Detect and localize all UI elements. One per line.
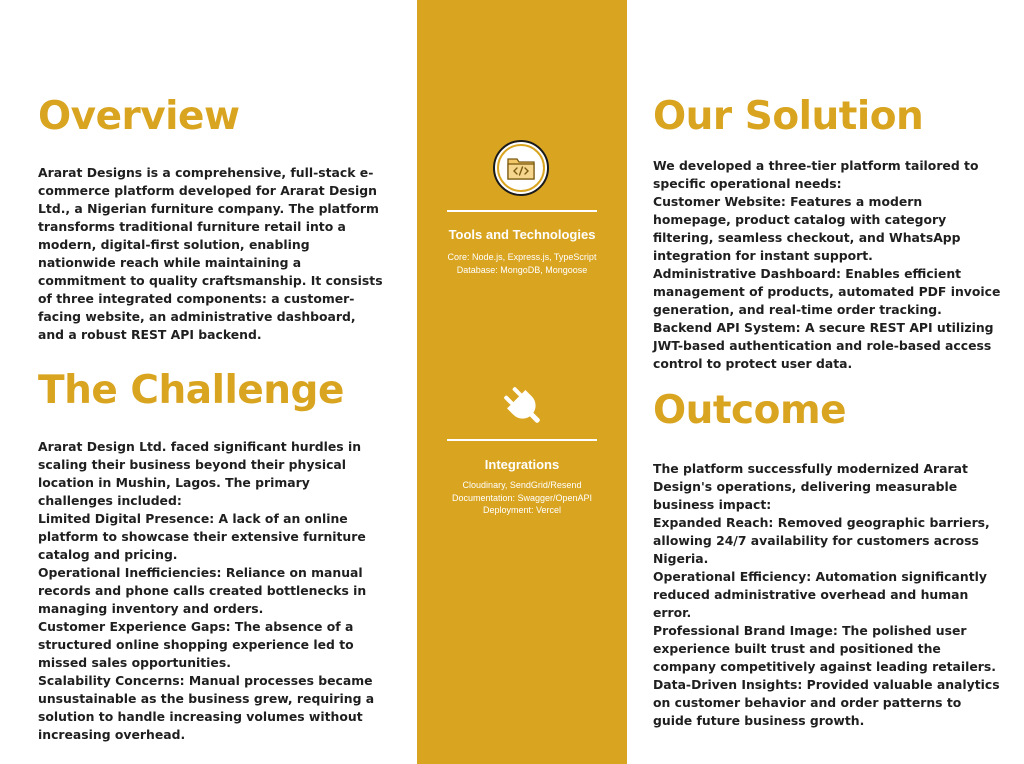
tools-heading: Tools and Technologies xyxy=(448,227,596,242)
integrations-heading: Integrations xyxy=(484,457,560,472)
outcome-title: Outcome xyxy=(653,388,847,433)
integrations-item: Documentation: Swagger/OpenAPI xyxy=(451,492,593,503)
tools-list xyxy=(417,251,627,276)
challenge-title: The Challenge xyxy=(38,368,344,413)
outcome-item: Expanded Reach: Removed geographic barriers, allowing 24/7 availability for customers across Nigeria. xyxy=(653,515,990,566)
overview-body xyxy=(38,164,383,344)
integrations-item: Cloudinary, SendGrid/Resend xyxy=(462,480,582,490)
challenge-item: Operational Inefficiencies: Reliance on manual records and phone calls created bottlenecks in managing inventory and orders. xyxy=(38,565,367,616)
challenge-item: Customer Experience Gaps: The absence of a structured online shopping experience led to missed sales opportunities. xyxy=(38,619,354,670)
integrations-item: Deployment: Vercel xyxy=(482,505,562,515)
solution-item: Administrative Dashboard: Enables efficient management of products, automated PDF invoice generation, and real-time order tracking. xyxy=(653,266,1001,317)
overview-title: Overview xyxy=(38,94,240,139)
tools-item: Database: MongoDB, Mongoose xyxy=(456,264,588,275)
plug-icon xyxy=(502,383,546,431)
outcome-intro: The platform successfully modernized Ararat Design's operations, delivering measurable business impact: xyxy=(653,461,968,512)
overview-paragraph: Ararat Designs is a comprehensive, full-stack e-commerce platform developed for Ararat Design Ltd., a Nigerian furniture company. The platform transforms traditional furniture retail into a modern, digital-first solution, enabling nationwide reach while maintaining a commitment to quality craftsmanship. It consists of three integrated components: a customer-facing website, an administrative dashboard, and a robust REST API backend. xyxy=(38,165,383,342)
solution-item: Customer Website: Features a modern homepage, product catalog with category filtering, seamless checkout, and WhatsApp integration for instant support. xyxy=(653,194,961,263)
solution-intro: We developed a three-tier platform tailored to specific operational needs: xyxy=(653,158,979,191)
challenge-item: Scalability Concerns: Manual processes became unsustainable as the business grew, requiring a solution to handle increasing volumes without increasing overhead. xyxy=(38,673,375,742)
divider xyxy=(447,439,597,441)
outcome-item: Professional Brand Image: The polished user experience built trust and positioned the company competitively against leading retailers. xyxy=(653,623,997,674)
solution-item: Backend API System: A secure REST API utilizing JWT-based authentication and role-based access control to protect user data. xyxy=(653,320,994,371)
outcome-item: Operational Efficiency: Automation significantly reduced administrative overhead and human error. xyxy=(653,569,987,620)
outcome-body xyxy=(653,460,1003,730)
challenge-body xyxy=(38,438,383,744)
tools-band xyxy=(417,0,627,764)
tools-item: Core: Node.js, Express.js, TypeScript xyxy=(447,252,597,262)
outcome-item: Data-Driven Insights: Provided valuable analytics on customer behavior and order patterns to guide future business growth. xyxy=(653,677,1000,728)
challenge-item: Limited Digital Presence: A lack of an online platform to showcase their extensive furniture catalog and pricing. xyxy=(38,511,366,562)
solution-body xyxy=(653,157,1003,373)
code-folder-icon xyxy=(493,140,549,196)
integrations-list xyxy=(417,479,627,517)
divider xyxy=(447,210,597,212)
challenge-intro: Ararat Design Ltd. faced significant hurdles in scaling their business beyond their physical location in Mushin, Lagos. The primary challenges included: xyxy=(38,439,362,508)
solution-title: Our Solution xyxy=(653,94,924,139)
